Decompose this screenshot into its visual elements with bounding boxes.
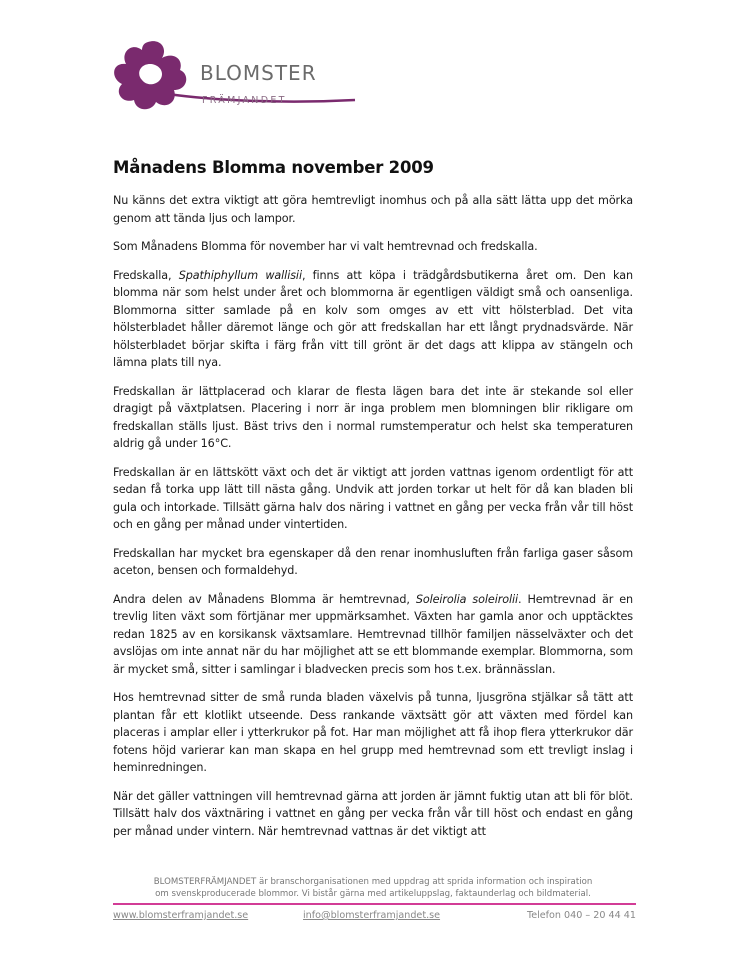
paragraph-leaves: Hos hemtrevnad sitter de små runda bladen växelvis på tunna, ljusgröna stjälkar så tätt att plantan får ett klotlikt utseende. Dess rankande växtsätt gör att växten med fördel kan placeras i amplar eller i ytterkrukor på fot. Har man möjlighet att få ihop flera ytterkrukor där fotens höjd varierar kan man skapa en hel grupp med hemtrevnad som ett trevligt inslag i heminredningen. (113, 691, 633, 774)
text-run: , finns att köpa i trädgårdsbutikerna året om. Den kan blomma när som helst under året och blommorna är egentligen väldigt små och oansenliga. Blommorna sitter samlade på en kolv som omges av ett vitt hölsterblad. Det vita hölsterbladet håller däremot länge och gör att fredskallan har ett långt prydnadsvärde. När hölsterbladet börjar skifta i färg från vitt till grönt är det dags att klippa av stängeln och lämna plats till nya. (113, 268, 633, 369)
logo-subtitle: FRÄMJANDET (202, 95, 287, 106)
paragraph-placement: Fredskallan är lättplacerad och klarar de flesta lägen bara det inte är stekande sol eller dragigt på växtplatsen. Placering i norr är inga problem men blomningen blir rikligare om fredskallan ställs ljust. Bäst trivs den i normal rumstemperatur och helst ska temperaturen aldrig gå under 16°C. (113, 384, 633, 450)
text-run: Andra delen av Månadens Blomma är hemtrevnad, (113, 592, 416, 606)
article (113, 158, 633, 851)
text-run: Fredskalla, (113, 268, 179, 282)
paragraph-air-purifying: Fredskallan har mycket bra egenskaper då den renar inomhusluften från farliga gaser såsom aceton, bensen och formaldehyd. (113, 546, 633, 577)
brand-logo (110, 38, 360, 110)
latin-name: Spathiphyllum wallisii (178, 268, 302, 282)
paragraph-care: Fredskallan är en lättskött växt och det är viktigt att jorden vattnas igenom ordentligt för att sedan få torka upp lätt till nästa gång. Undvik att jorden torkar ut helt för då kan bladen bli gula och intorkade. Tillsätt gärna halv dos näring i vattnet en gång per vecka från vår till höst och en gång per månad under vintertiden. (113, 465, 633, 531)
footer-divider (113, 903, 636, 905)
note-line: BLOMSTERFRÄMJANDET är branschorganisationen med uppdrag att sprida information och inspiration (153, 877, 593, 887)
note-line: om svenskproducerade blommor. Vi bistår gärna med artikeluppslag, faktaunderlag och bildmaterial. (155, 889, 591, 899)
logo-wordmark: BLOMSTER (200, 61, 317, 85)
organisation-note (113, 876, 633, 900)
paragraph-fredskalla (113, 267, 633, 372)
paragraph-selection: Som Månadens Blomma för november har vi valt hemtrevnad och fredskalla. (113, 240, 538, 253)
phone-number: Telefon 040 – 20 44 41 (526, 910, 636, 921)
paragraph-hemtrevnad (113, 591, 633, 679)
website-link[interactable]: www.blomsterframjandet.se (113, 910, 249, 921)
paragraph-intro: Nu känns det extra viktigt att göra hemtrevligt inomhus och på alla sätt lätta upp det mörka genom att tända ljus och lampor. (113, 194, 633, 225)
latin-name: Soleirolia soleirolii (415, 592, 518, 606)
paragraph-watering: När det gäller vattningen vill hemtrevnad gärna att jorden är jämnt fuktig utan att bli för blöt. Tillsätt halv dos växtnäring i vattnet en gång per vecka från vår till höst och endast en gång per månad under vintern. När hemtrevnad vattnas är det viktigt att (113, 789, 633, 838)
page-title: Månadens Blomma november 2009 (113, 158, 434, 177)
email-link[interactable]: info@blomsterframjandet.se (303, 910, 441, 921)
text-run: . Hemtrevnad är en trevlig liten växt som förtjänar mer uppmärksamhet. Växten har gamla anor och upptäcktes redan 1825 av en korsikansk växtsamlare. Hemtrevnad tillhör familjen nässelväxter och det avslöjas om inte annat när du har möjlighet att se ett blommande exemplar. Blommorna, som är mycket små, sitter i samlingar i bladvecken precis som hos t.ex. brännässlan. (113, 592, 633, 676)
